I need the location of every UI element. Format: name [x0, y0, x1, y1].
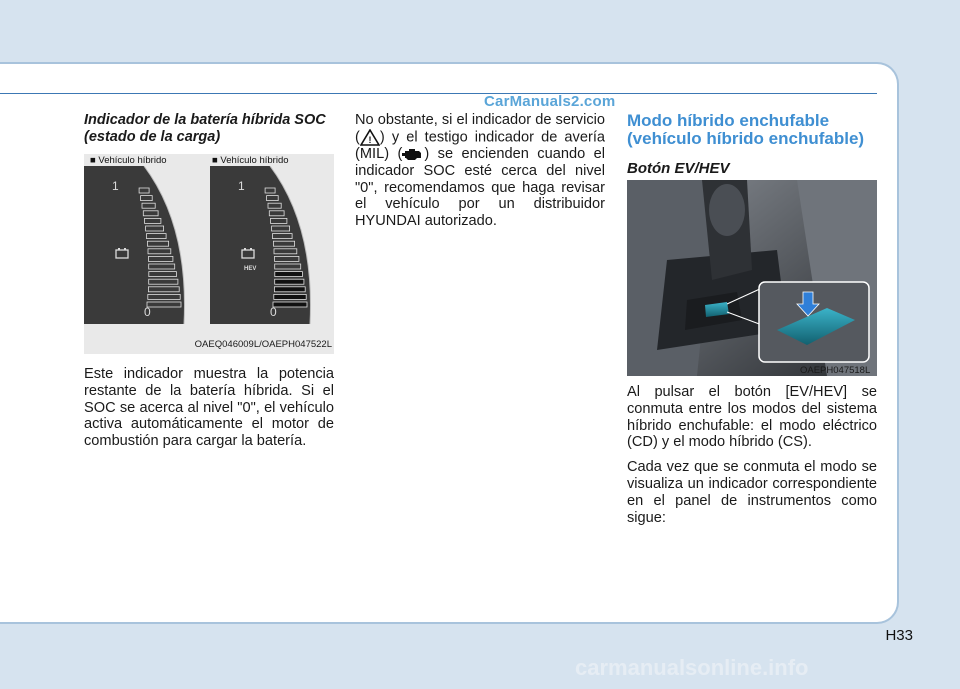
gauge-segment	[274, 287, 305, 292]
ev-hev-paragraph-2: Cada vez que se conmuta el modo se visualiza un indicador correspondiente en el panel de instrumentos como sigue:	[627, 459, 877, 526]
photo-code: OAEPH047518L	[800, 365, 871, 376]
phev-gauge-bottom: 0	[270, 305, 277, 319]
middle-column	[355, 112, 605, 238]
hev-badge: HEV	[244, 266, 257, 272]
service-warning-text: No obstante, si el indicador de servicio ( ! ) y el testigo indicador de avería (MIL) ( ) se encienden cuando el indicador SOC esté cerca del nivel "0", recomendamos que haga revisar el vehículo por un distribuidor HYUNDAI autorizado.	[355, 112, 605, 230]
hev-gauge-bottom: 0	[144, 305, 151, 319]
gauge-segment	[274, 294, 306, 299]
page-number: H33	[885, 627, 913, 644]
gauge-segment	[275, 272, 303, 277]
footer-watermark: carmanualsonline.info	[575, 655, 809, 680]
header-rule	[0, 93, 877, 94]
soc-figure	[84, 154, 334, 354]
ev-hev-description	[627, 384, 877, 534]
watermark: CarManuals2.com	[484, 93, 616, 110]
hev-soc-gauge	[84, 166, 202, 324]
soc-heading: Indicador de la batería híbrida SOC (estado de la carga)	[84, 112, 326, 145]
phev-gauge-top: 1	[238, 179, 245, 193]
gauge-segment	[275, 279, 304, 284]
label-hev: ■ Vehículo híbrido	[90, 155, 167, 166]
hev-gauge-top: 1	[112, 179, 119, 193]
phev-soc-gauge	[210, 166, 328, 324]
gauge-segment	[273, 302, 307, 307]
ev-hev-button-heading: Botón EV/HEV	[627, 160, 730, 177]
label-phev-1: ■ Vehículo híbrido	[212, 155, 289, 166]
figure-code: OAEQ046009L/OAEPH047522L	[194, 339, 332, 350]
plugin-mode-heading: Modo híbrido enchufable (vehículo híbrido enchufable)	[627, 111, 865, 148]
ev-hev-paragraph-1: Al pulsar el botón [EV/HEV] se conmuta entre los modos del sistema híbrido enchufable: el modo eléctrico (CD) y el modo híbrido (CS).	[627, 384, 877, 451]
ev-hev-button-photo	[627, 180, 877, 376]
engine-mil-icon	[402, 147, 424, 161]
service-warning-icon	[360, 129, 380, 146]
right-column	[627, 112, 877, 177]
svg-text:!: !	[368, 134, 372, 145]
console-illustration	[627, 180, 877, 376]
left-column	[84, 112, 334, 146]
soc-description: Este indicador muestra la potencia restante de la batería híbrida. Si el SOC se acerca al nivel "0", el vehículo activa automáticamente el motor de combustión para cargar la batería.	[84, 366, 334, 450]
